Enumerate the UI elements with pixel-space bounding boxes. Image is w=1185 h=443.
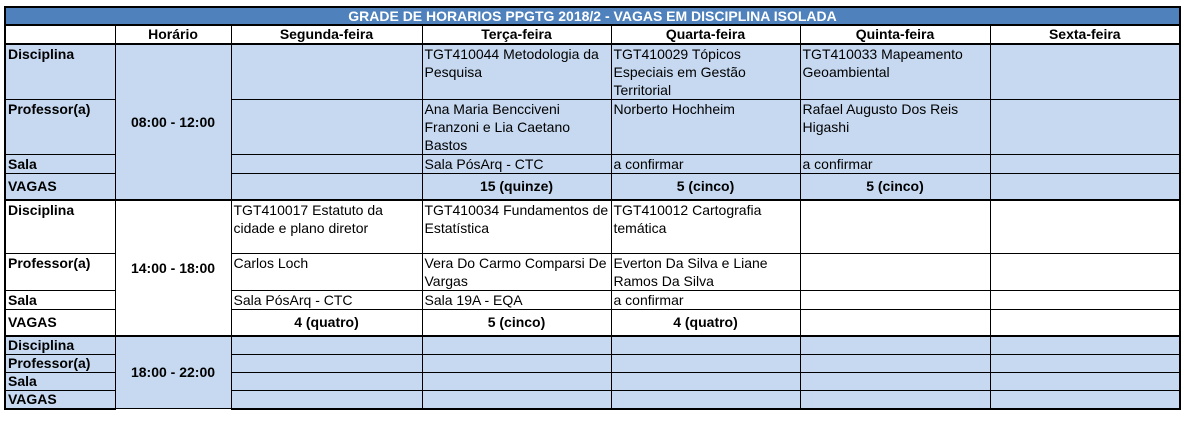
label-professor: Professor(a) — [5, 354, 115, 372]
cell-quinta — [800, 310, 990, 336]
cell-segunda-vagas: 4 (quatro) — [231, 310, 422, 336]
cell-quarta-sala: a confirmar — [611, 155, 800, 174]
cell-sexta — [990, 254, 1180, 291]
cell-quinta-disciplina: TGT410033 Mapeamento Geoambiental — [800, 44, 990, 100]
block2-disciplina-row — [5, 200, 1180, 254]
cell-terca-professor: Vera Do Carmo Comparsi De Vargas — [422, 254, 611, 291]
header-quarta: Quarta-feira — [611, 25, 800, 44]
header-segunda: Segunda-feira — [231, 25, 422, 44]
cell-sexta — [990, 354, 1180, 372]
cell-quarta-disciplina: TGT410029 Tópicos Especiais em Gestão Territorial — [611, 44, 800, 100]
cell-sexta — [990, 174, 1180, 200]
cell-terca-vagas: 5 (cinco) — [422, 310, 611, 336]
block3-disciplina-row — [5, 336, 1180, 355]
cell-quinta-vagas: 5 (cinco) — [800, 174, 990, 200]
cell-quarta-professor: Norberto Hochheim — [611, 100, 800, 155]
cell-terca-professor: Ana Maria Bencciveni Franzoni e Lia Caetano Bastos — [422, 100, 611, 155]
cell-quinta — [800, 354, 990, 372]
label-disciplina: Disciplina — [5, 336, 115, 355]
time-slot-3: 18:00 - 22:00 — [115, 336, 231, 409]
cell-quinta-sala: a confirmar — [800, 155, 990, 174]
cell-quarta-professor: Everton Da Silva e Liane Ramos Da Silva — [611, 254, 800, 291]
cell-quinta-professor: Rafael Augusto Dos Reis Higashi — [800, 100, 990, 155]
header-terca: Terça-feira — [422, 25, 611, 44]
cell-sexta — [990, 200, 1180, 254]
cell-quarta — [611, 336, 800, 355]
table-title: GRADE DE HORARIOS PPGTG 2018/2 - VAGAS EM DISCIPLINA ISOLADA — [5, 7, 1180, 25]
cell-sexta — [990, 155, 1180, 174]
cell-segunda — [231, 174, 422, 200]
cell-quarta — [611, 372, 800, 390]
cell-sexta — [990, 372, 1180, 390]
header-horario: Horário — [115, 25, 231, 44]
label-disciplina: Disciplina — [5, 200, 115, 254]
cell-sexta — [990, 336, 1180, 355]
header-sexta: Sexta-feira — [990, 25, 1180, 44]
label-vagas: VAGAS — [5, 390, 115, 409]
label-professor: Professor(a) — [5, 254, 115, 291]
cell-quarta-disciplina: TGT410012 Cartografia temática — [611, 200, 800, 254]
cell-quinta — [800, 372, 990, 390]
cell-quarta — [611, 390, 800, 409]
label-disciplina: Disciplina — [5, 44, 115, 100]
cell-sexta — [990, 100, 1180, 155]
cell-segunda-disciplina: TGT410017 Estatuto da cidade e plano diretor — [231, 200, 422, 254]
header-blank — [5, 25, 115, 44]
cell-quarta-vagas: 4 (quatro) — [611, 310, 800, 336]
cell-quarta — [611, 354, 800, 372]
label-sala: Sala — [5, 155, 115, 174]
block1-disciplina-row — [5, 44, 1180, 100]
cell-terca-sala: Sala 19A - EQA — [422, 291, 611, 310]
cell-terca — [422, 336, 611, 355]
header-quinta: Quinta-feira — [800, 25, 990, 44]
time-slot-1: 08:00 - 12:00 — [115, 44, 231, 200]
cell-terca — [422, 354, 611, 372]
cell-terca — [422, 390, 611, 409]
cell-quinta — [800, 291, 990, 310]
cell-quarta-sala: a confirmar — [611, 291, 800, 310]
cell-segunda — [231, 372, 422, 390]
cell-terca-sala: Sala PósArq - CTC — [422, 155, 611, 174]
cell-sexta — [990, 291, 1180, 310]
label-sala: Sala — [5, 372, 115, 390]
cell-terca-disciplina: TGT410044 Metodologia da Pesquisa — [422, 44, 611, 100]
cell-segunda — [231, 354, 422, 372]
cell-segunda-sala: Sala PósArq - CTC — [231, 291, 422, 310]
cell-terca — [422, 372, 611, 390]
cell-terca-disciplina: TGT410034 Fundamentos de Estatística — [422, 200, 611, 254]
cell-segunda — [231, 100, 422, 155]
cell-segunda — [231, 155, 422, 174]
time-slot-2: 14:00 - 18:00 — [115, 200, 231, 336]
schedule-table — [4, 6, 1181, 410]
label-vagas: VAGAS — [5, 310, 115, 336]
cell-sexta — [990, 390, 1180, 409]
cell-quinta — [800, 200, 990, 254]
cell-segunda-professor: Carlos Loch — [231, 254, 422, 291]
cell-sexta — [990, 310, 1180, 336]
cell-quarta-vagas: 5 (cinco) — [611, 174, 800, 200]
cell-segunda — [231, 44, 422, 100]
label-sala: Sala — [5, 291, 115, 310]
cell-quinta — [800, 390, 990, 409]
cell-quinta — [800, 336, 990, 355]
cell-sexta — [990, 44, 1180, 100]
label-vagas: VAGAS — [5, 174, 115, 200]
cell-segunda — [231, 336, 422, 355]
label-professor: Professor(a) — [5, 100, 115, 155]
cell-quinta — [800, 254, 990, 291]
cell-segunda — [231, 390, 422, 409]
cell-terca-vagas: 15 (quinze) — [422, 174, 611, 200]
